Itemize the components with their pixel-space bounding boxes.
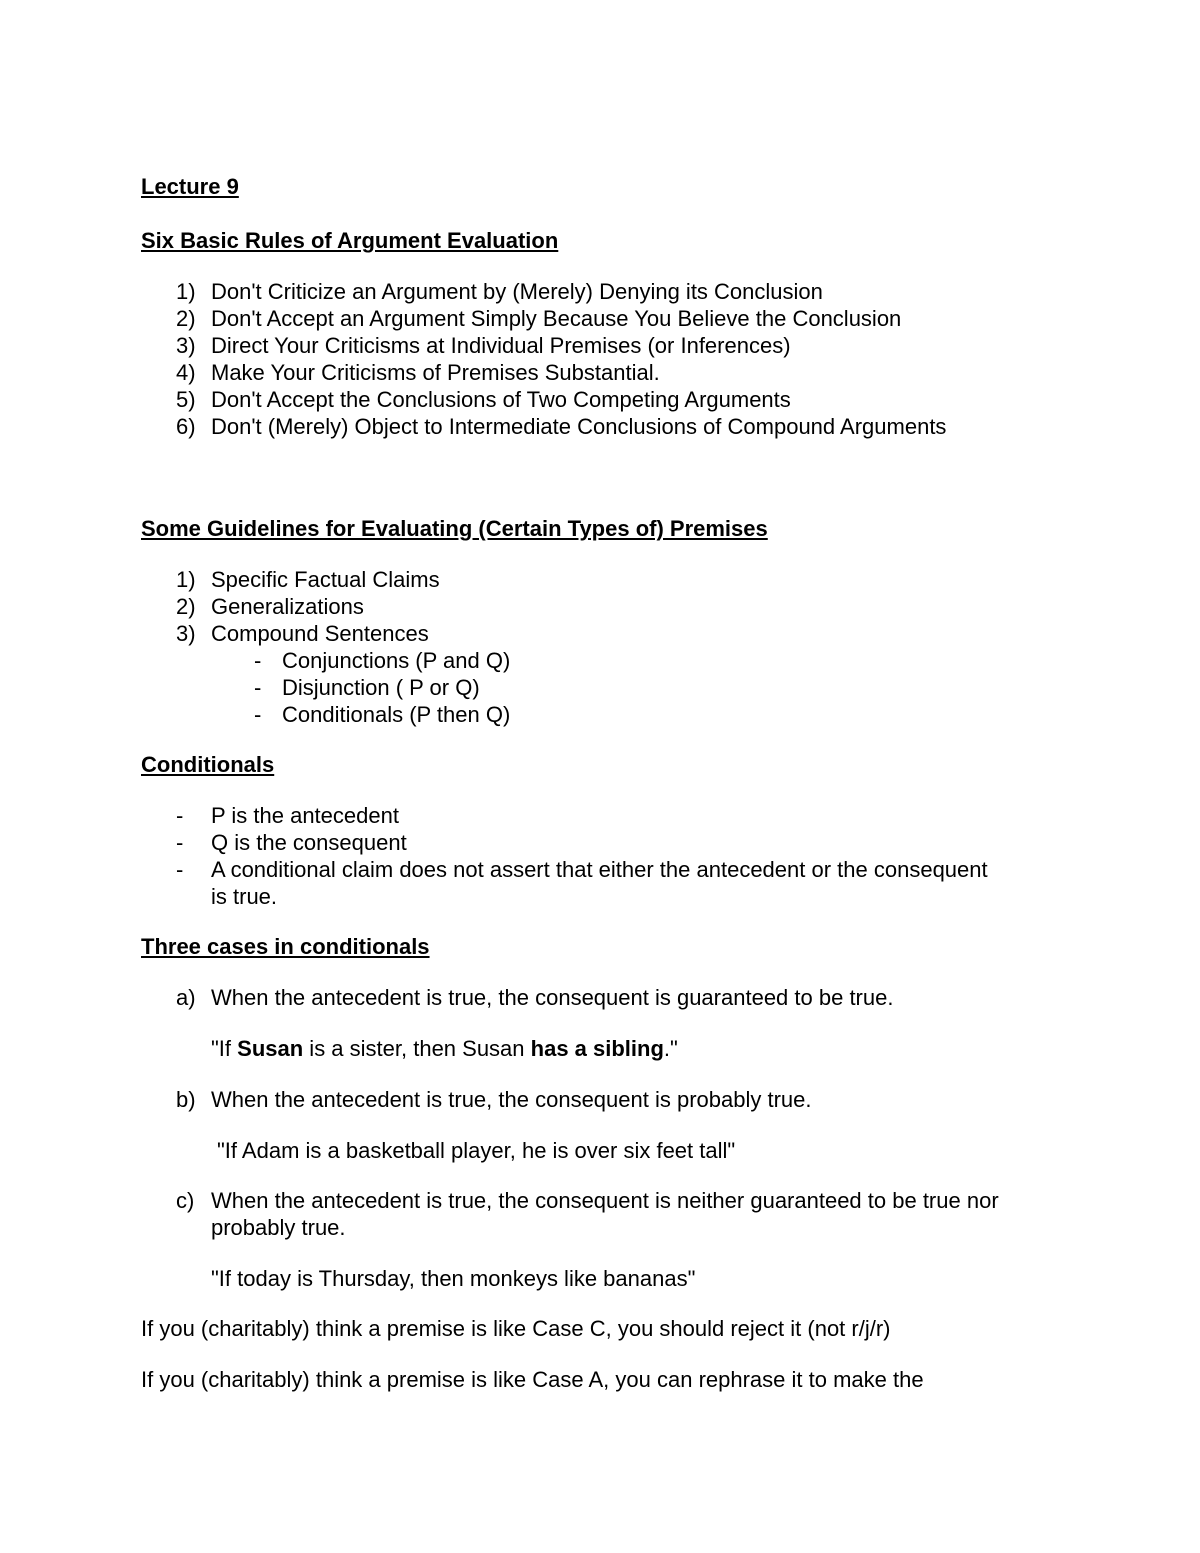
section-heading-three-cases: Three cases in conditionals xyxy=(141,934,430,959)
sublist-item: Disjunction ( P or Q) xyxy=(282,675,480,700)
list-marker: 1) xyxy=(176,279,196,304)
list-item: A conditional claim does not assert that either the antecedent or the consequent xyxy=(211,857,988,882)
sublist-marker: - xyxy=(254,702,262,727)
case-example: "If today is Thursday, then monkeys like bananas" xyxy=(211,1266,696,1291)
list-item-continuation: is true. xyxy=(211,884,278,909)
section-heading-conditionals: Conditionals xyxy=(141,752,275,777)
sublist-marker: - xyxy=(254,675,262,700)
list-marker: - xyxy=(176,803,184,828)
case-text: When the antecedent is true, the consequent is neither guaranteed to be true nor xyxy=(211,1188,999,1213)
case-text-continuation: probably true. xyxy=(211,1215,346,1240)
example-part: "If xyxy=(211,1036,238,1061)
list-marker: 2) xyxy=(176,306,196,331)
list-item: Don't Accept an Argument Simply Because You Believe the Conclusion xyxy=(211,306,902,331)
section-heading-guidelines: Some Guidelines for Evaluating (Certain Types of) Premises xyxy=(141,516,768,541)
case-example: "If Adam is a basketball player, he is over six feet tall" xyxy=(217,1138,736,1163)
list-marker: 3) xyxy=(176,621,196,646)
case-marker: c) xyxy=(176,1188,195,1213)
sublist-marker: - xyxy=(254,648,262,673)
section-heading-rules: Six Basic Rules of Argument Evaluation xyxy=(141,228,559,253)
sublist-item: Conditionals (P then Q) xyxy=(282,702,511,727)
list-item: Generalizations xyxy=(211,594,364,619)
list-item: Don't Criticize an Argument by (Merely) Denying its Conclusion xyxy=(211,279,823,304)
list-item: Q is the consequent xyxy=(211,830,407,855)
list-marker: 6) xyxy=(176,414,196,439)
list-item: Don't Accept the Conclusions of Two Competing Arguments xyxy=(211,387,791,412)
list-marker: - xyxy=(176,830,184,855)
case-marker: b) xyxy=(176,1087,196,1112)
closing-paragraph: If you (charitably) think a premise is like Case C, you should reject it (not r/j/r) xyxy=(141,1316,891,1341)
case-marker: a) xyxy=(176,985,196,1010)
example-bold-part: has a sibling xyxy=(530,1036,664,1061)
list-marker: 4) xyxy=(176,360,196,385)
case-example xyxy=(211,1036,678,1062)
list-item: Don't (Merely) Object to Intermediate Conclusions of Compound Arguments xyxy=(211,414,947,439)
example-bold-part: Susan xyxy=(237,1036,304,1061)
list-item: P is the antecedent xyxy=(211,803,399,828)
list-marker: - xyxy=(176,857,184,882)
example-part: is a sister, then Susan xyxy=(303,1036,531,1061)
list-item: Direct Your Criticisms at Individual Premises (or Inferences) xyxy=(211,333,791,358)
list-marker: 5) xyxy=(176,387,196,412)
list-item: Make Your Criticisms of Premises Substantial. xyxy=(211,360,660,385)
list-item: Compound Sentences xyxy=(211,621,429,646)
list-marker: 1) xyxy=(176,567,196,592)
closing-paragraph: If you (charitably) think a premise is like Case A, you can rephrase it to make the xyxy=(141,1367,924,1392)
list-item: Specific Factual Claims xyxy=(211,567,440,592)
example-part: ." xyxy=(663,1036,678,1061)
sublist-item: Conjunctions (P and Q) xyxy=(282,648,511,673)
list-marker: 2) xyxy=(176,594,196,619)
lecture-title: Lecture 9 xyxy=(141,174,239,199)
list-marker: 3) xyxy=(176,333,196,358)
case-text: When the antecedent is true, the consequent is probably true. xyxy=(211,1087,812,1112)
case-text: When the antecedent is true, the consequent is guaranteed to be true. xyxy=(211,985,894,1010)
